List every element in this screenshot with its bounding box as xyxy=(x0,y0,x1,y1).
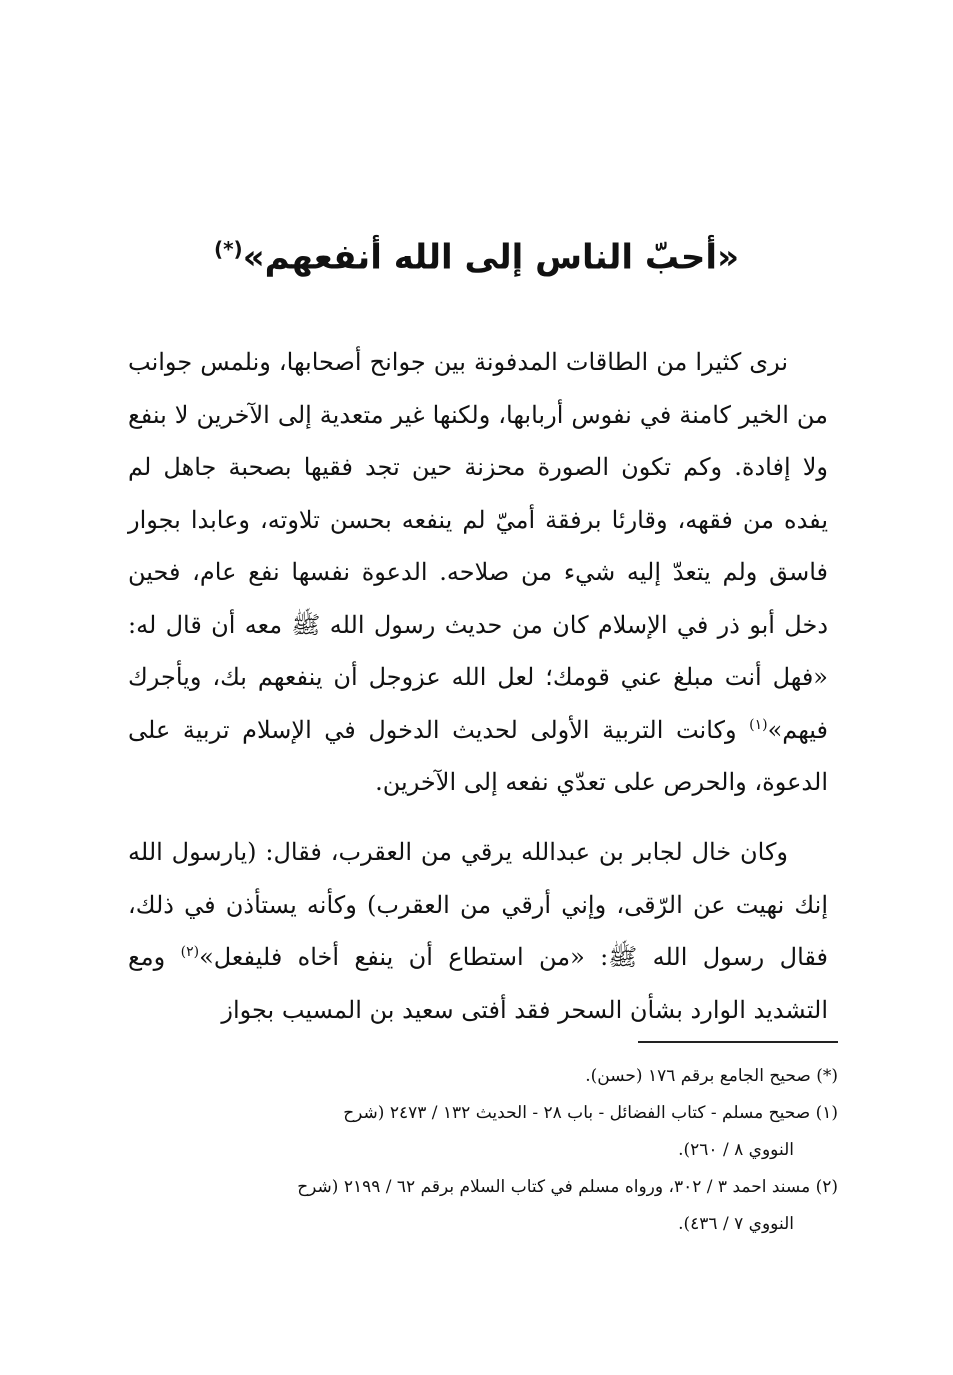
paragraph-1 xyxy=(128,336,828,809)
footnote-ref-1: (١) xyxy=(749,716,768,733)
chapter-title-text: «أحبّ الناس إلى الله أنفعهم» xyxy=(242,237,740,278)
footnote-1-line-2: النووي ٨ / ٢٦٠). xyxy=(678,1140,794,1160)
footnote-star: (*) صحيح الجامع برقم ١٧٦ (حسن). xyxy=(585,1066,838,1086)
footnote-ref-2: (٢) xyxy=(180,944,200,960)
paragraph-2-text-continued: ومع التشديد الوارد بشأن السحر فقد أفتى سعيد بن المسيب بجواز xyxy=(128,943,828,1024)
footnote-1 xyxy=(128,1095,838,1169)
footnotes xyxy=(128,1058,838,1243)
paragraph-2 xyxy=(128,826,828,1036)
footnote-1-line-1: (١) صحيح مسلم - كتاب الفضائل - باب ٢٨ - الحديث ١٣٢ / ٢٤٧٣ (شرح xyxy=(343,1103,838,1123)
footnote-2 xyxy=(128,1169,838,1243)
chapter-title xyxy=(150,219,803,279)
title-footnote-marker: (*) xyxy=(213,236,243,261)
paragraph-1-text: نرى كثيرا من الطاقات المدفونة بين جوانح أصحابها، ونلمس جوانب من الخير كامنة في نفوس أربابها، ولكنها غير متعدية إلى الآخرين لا بنفع ولا إفادة. وكم تكون الصورة محزنة حين تجد فقيها بصحبة جاهل لم يفده من فقهه، وقارئا برفقة أميّ لم ينفعه بحسن تلاوته، وعابدا بجوار فاسق ولم يتعدّ إليه شيء من صلاحه. الدعوة نفسها نفع عام، فحين دخل أبو ذر في الإسلام كان من حديث رسول الله ﷺ معه أن قال له: «فهل أنت مبلغ عني قومك؛ لعل الله عزوجل أن ينفعهم بك، ويأجرك فيهم» xyxy=(128,348,829,744)
paragraph-1-text-continued: وكانت التربية الأولى لحديث الدخول في الإسلام تربية على الدعوة، والحرص على تعدّي نفعه إلى الآخرين. xyxy=(128,715,828,796)
footnote-2-line-2: النووي ٧ / ٤٣٦). xyxy=(678,1214,794,1234)
footnote-2-line-1: (٢) مسند احمد ٣ / ٣٠٢، ورواه مسلم في كتاب السلام برقم ٦٢ / ٢١٩٩ (شرح xyxy=(297,1177,838,1197)
footnote-divider xyxy=(638,1041,838,1043)
paragraph-2-text: وكان خال لجابر بن عبدالله يرقي من العقرب، فقال: (يارسول الله إنك نهيت عن الرّقى، وإني أرقي من العقرب) وكأنه يستأذن في ذلك، فقال رسول الله ﷺ: «من استطاع أن ينفع أخاه فليفعل» xyxy=(128,838,828,971)
